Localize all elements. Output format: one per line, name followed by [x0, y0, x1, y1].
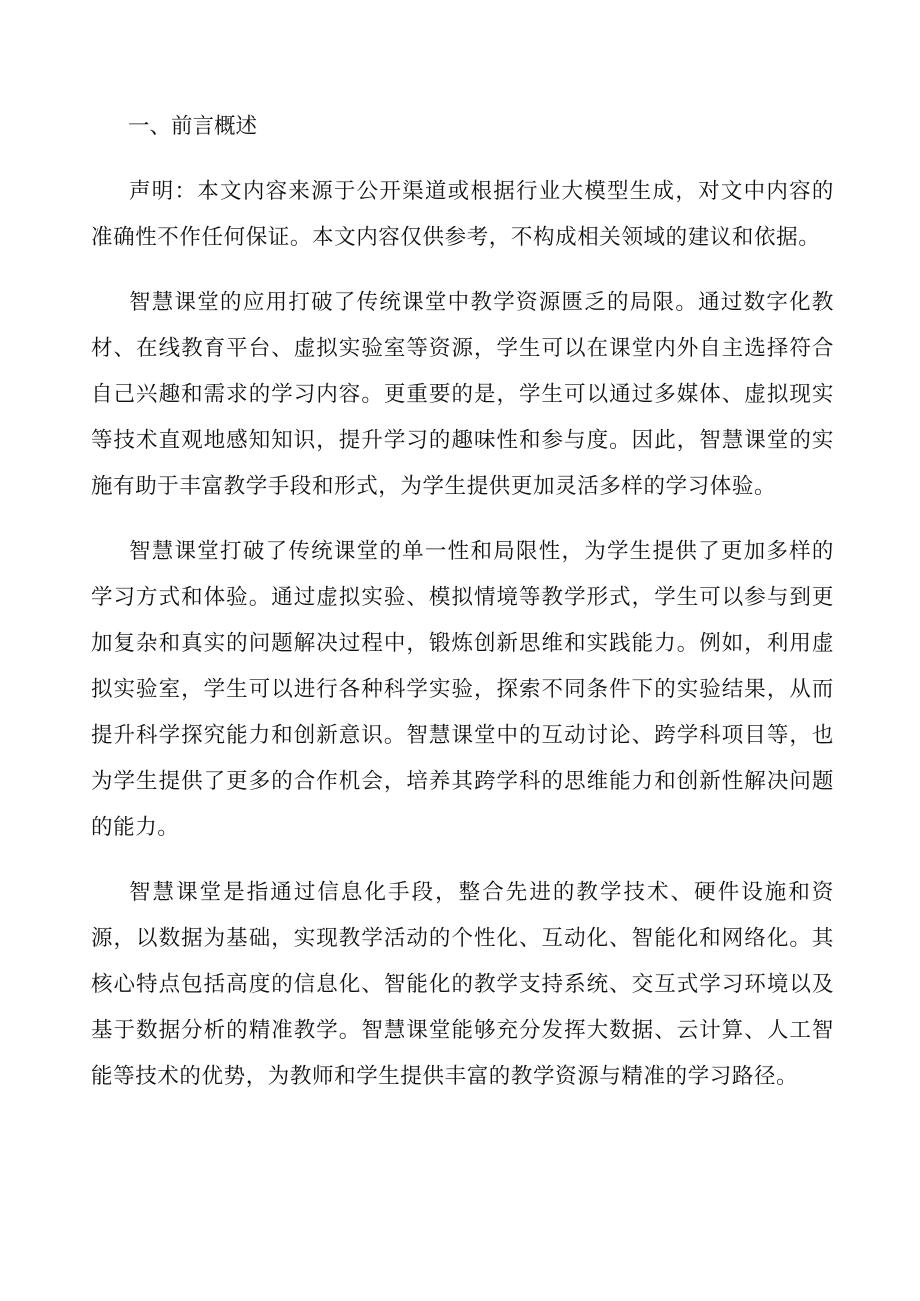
section-heading: 一、前言概述 — [128, 114, 258, 139]
body-paragraph: 智慧课堂的应用打破了传统课堂中教学资源匮乏的局限。通过数字化教材、在线教育平台、虚拟实验室等资源，学生可以在课堂内外自主选择符合自己兴趣和需求的学习内容。更重要的是，学生可以通过多媒体、虚拟现实等技术直观地感知知识，提升学习的趣味性和参与度。因此，智慧课堂的实施有助于丰富教学手段和形式，为学生提供更加灵活多样的学习体验。 — [91, 290, 834, 499]
body-paragraph: 智慧课堂是指通过信息化手段，整合先进的教学技术、硬件设施和资源，以数据为基础，实现教学活动的个性化、互动化、智能化和网络化。其核心特点包括高度的信息化、智能化的教学支持系统、交互式学习环境以及基于数据分析的精准教学。智慧课堂能够充分发挥大数据、云计算、人工智能等技术的优势，为教师和学生提供丰富的教学资源与精准的学习路径。 — [91, 880, 834, 1089]
body-paragraph: 智慧课堂打破了传统课堂的单一性和局限性，为学生提供了更加多样的学习方式和体验。通过虚拟实验、模拟情境等教学形式，学生可以参与到更加复杂和真实的问题解决过程中，锻炼创新思维和实践能力。例如，利用虚拟实验室，学生可以进行各种科学实验，探索不同条件下的实验结果，从而提升科学探究能力和创新意识。智慧课堂中的互动讨论、跨学科项目等，也为学生提供了更多的合作机会，培养其跨学科的思维能力和创新性解决问题的能力。 — [91, 539, 834, 840]
disclaimer-paragraph: 声明：本文内容来源于公开渠道或根据行业大模型生成，对文中内容的准确性不作任何保证。本文内容仅供参考，不构成相关领域的建议和依据。 — [91, 179, 834, 250]
